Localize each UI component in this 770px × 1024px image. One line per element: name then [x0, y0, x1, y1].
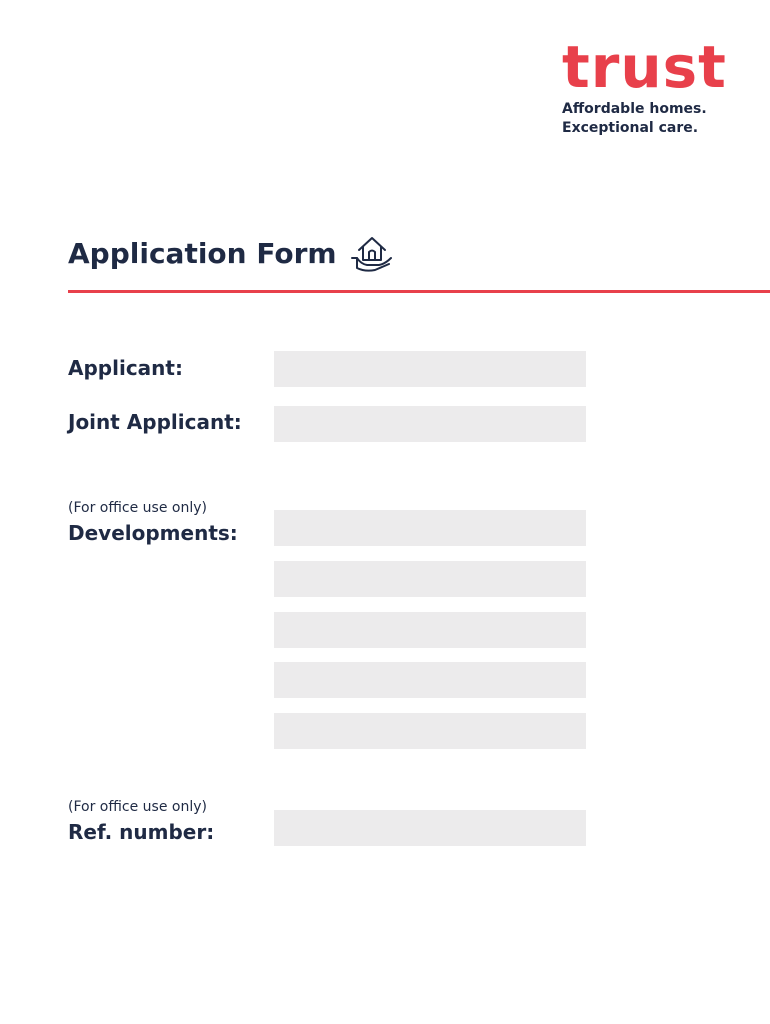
logo-tagline-line1: Affordable homes. — [562, 101, 707, 117]
ref-office-note: (For office use only) — [68, 799, 207, 815]
trust-logo — [562, 33, 738, 138]
applicant-field[interactable] — [274, 351, 586, 387]
title-divider — [68, 290, 770, 293]
house-in-hand-icon — [349, 230, 395, 276]
developments-office-note: (For office use only) — [68, 500, 207, 516]
logo-tagline-line2: Exceptional care. — [562, 120, 699, 136]
developments-field-3[interactable] — [274, 612, 586, 648]
logo-wordmark: trust — [562, 33, 727, 101]
title-row — [68, 230, 395, 276]
joint-applicant-field[interactable] — [274, 406, 586, 442]
developments-field-2[interactable] — [274, 561, 586, 597]
ref-number-field[interactable] — [274, 810, 586, 846]
joint-applicant-label: Joint Applicant: — [68, 410, 242, 434]
ref-number-label: Ref. number: — [68, 820, 215, 844]
developments-field-1[interactable] — [274, 510, 586, 546]
developments-label: Developments: — [68, 521, 238, 545]
page-title: Application Form — [68, 236, 337, 270]
applicant-label: Applicant: — [68, 356, 183, 380]
developments-field-4[interactable] — [274, 662, 586, 698]
developments-field-5[interactable] — [274, 713, 586, 749]
